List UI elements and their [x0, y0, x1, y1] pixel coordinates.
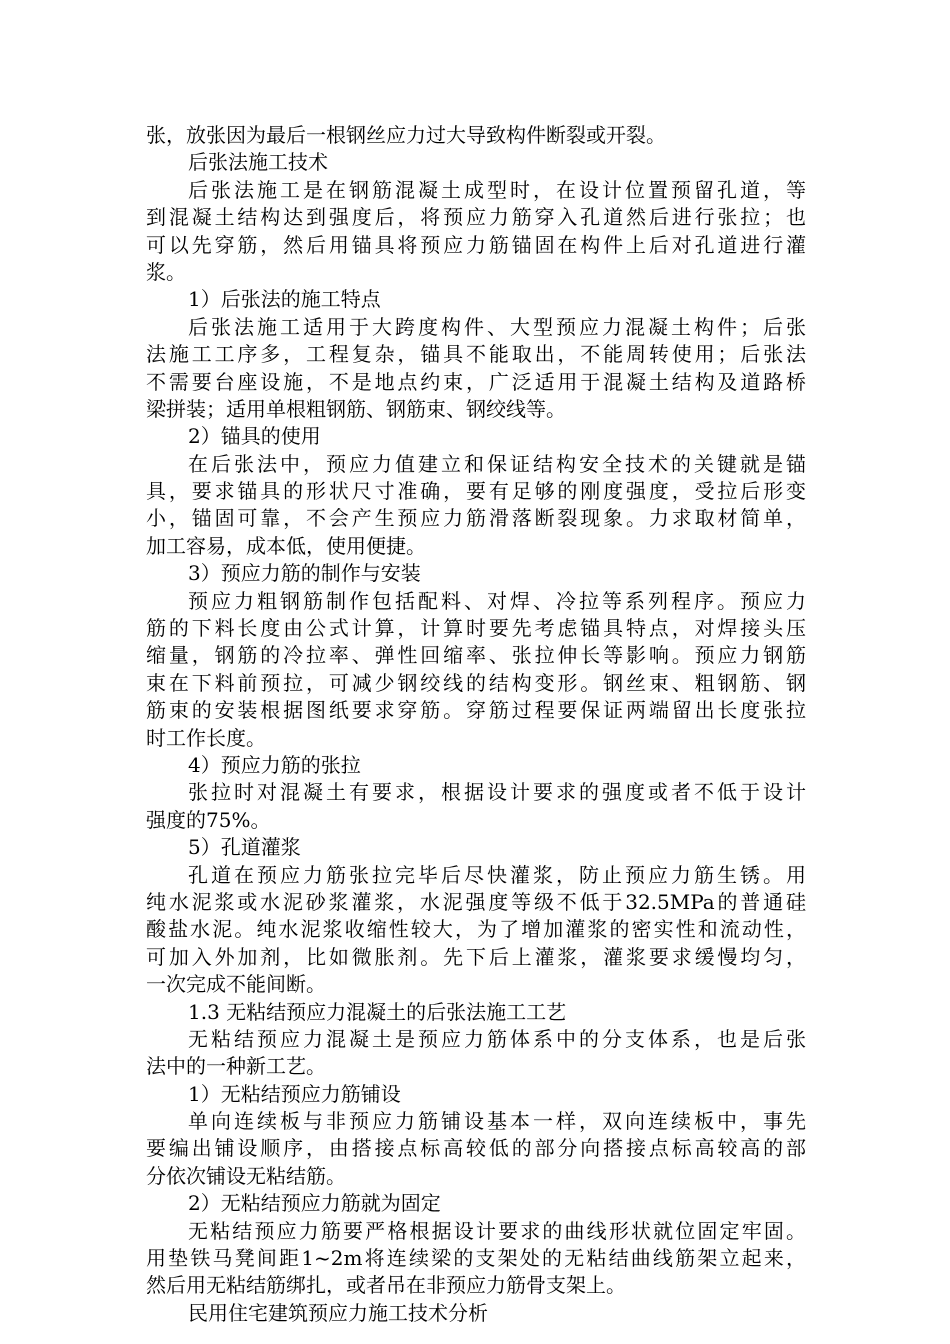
text-line: 预应力粗钢筋制作包括配料、对焊、冷拉等系列程序。预应力	[188, 588, 806, 613]
text-line: 5）孔道灌浆	[188, 835, 301, 860]
text-line: 无粘结预应力混凝土是预应力筋体系中的分支体系，也是后张	[188, 1026, 806, 1051]
text-line: 具，要求锚具的形状尺寸准确，要有足够的刚度强度，受拉后形变	[146, 479, 806, 504]
text-line: 1）无粘结预应力筋铺设	[188, 1081, 401, 1106]
text-line: 小，锚固可靠，不会产生预应力筋滑落断裂现象。力求取材简单，	[146, 506, 806, 531]
text-line: 4）预应力筋的张拉	[188, 752, 361, 777]
text-line: 1）后张法的施工特点	[188, 287, 381, 312]
text-line: 不需要台座设施，不是地点约束，广泛适用于混凝土结构及道路桥	[146, 369, 806, 394]
text-line: 纯水泥浆或水泥砂浆灌浆，水泥强度等级不低于32.5MPa的普通硅	[146, 889, 806, 914]
text-line: 分依次铺设无粘结筋。	[146, 1163, 346, 1188]
text-line: 到混凝土结构达到强度后，将预应力筋穿入孔道然后进行张拉；也	[146, 205, 806, 230]
text-line: 在后张法中，预应力值建立和保证结构安全技术的关键就是锚	[188, 451, 806, 476]
text-line: 束在下料前预拉，可减少钢绞线的结构变形。钢丝束、粗钢筋、钢	[146, 670, 806, 695]
document-body	[146, 122, 806, 1327]
text-line: 强度的75%。	[146, 807, 271, 832]
text-line: 筋的下料长度由公式计算，计算时要先考虑锚具特点，对焊接头压	[146, 616, 806, 641]
text-line: 浆。	[146, 259, 186, 284]
text-line: 无粘结预应力筋要严格根据设计要求的曲线形状就位固定牢固。	[188, 1218, 806, 1243]
text-line: 后张法施工是在钢筋混凝土成型时，在设计位置预留孔道，等	[188, 177, 806, 202]
text-line: 要编出铺设顺序，由搭接点标高较低的部分向搭接点标高较高的部	[146, 1136, 806, 1161]
text-line: 单向连续板与非预应力筋铺设基本一样，双向连续板中，事先	[188, 1109, 806, 1134]
text-line: 民用住宅建筑预应力施工技术分析	[188, 1300, 488, 1325]
text-line: 缩量，钢筋的冷拉率、弹性回缩率、张拉伸长等影响。预应力钢筋	[146, 643, 806, 668]
text-line: 2）锚具的使用	[188, 424, 321, 449]
text-line: 孔道在预应力筋张拉完毕后尽快灌浆，防止预应力筋生锈。用	[188, 862, 806, 887]
text-line: 加工容易，成本低，使用便捷。	[146, 533, 426, 558]
text-line: 用垫铁马凳间距1~2m将连续梁的支架处的无粘结曲线筋架立起来，	[146, 1246, 806, 1271]
text-line: 酸盐水泥。纯水泥浆收缩性较大，为了增加灌浆的密实性和流动性，	[146, 917, 806, 942]
text-line: 法中的一种新工艺。	[146, 1054, 326, 1079]
text-line: 3）预应力筋的制作与安装	[188, 561, 421, 586]
text-line: 1.3 无粘结预应力混凝土的后张法施工工艺	[188, 999, 567, 1024]
text-line: 时工作长度。	[146, 725, 266, 750]
text-line: 张拉时对混凝土有要求，根据设计要求的强度或者不低于设计	[188, 780, 806, 805]
text-line: 一次完成不能间断。	[146, 972, 326, 997]
text-line: 梁拼装；适用单根粗钢筋、钢筋束、钢绞线等。	[146, 396, 566, 421]
text-line: 后张法施工技术	[188, 150, 328, 175]
text-line: 后张法施工适用于大跨度构件、大型预应力混凝土构件；后张	[188, 314, 806, 339]
text-line: 可以先穿筋，然后用锚具将预应力筋锚固在构件上后对孔道进行灌	[146, 232, 806, 257]
text-line: 2）无粘结预应力筋就为固定	[188, 1191, 441, 1216]
text-line: 张，放张因为最后一根钢丝应力过大导致构件断裂或开裂。	[146, 123, 666, 147]
text-line: 筋束的安装根据图纸要求穿筋。穿筋过程要保证两端留出长度张拉	[146, 698, 806, 723]
text-line: 可加入外加剂，比如微胀剂。先下后上灌浆，灌浆要求缓慢均匀，	[146, 944, 806, 969]
text-line: 法施工工序多，工程复杂，锚具不能取出，不能周转使用；后张法	[146, 342, 806, 367]
text-line: 然后用无粘结筋绑扎，或者吊在非预应力筋骨支架上。	[146, 1273, 626, 1298]
